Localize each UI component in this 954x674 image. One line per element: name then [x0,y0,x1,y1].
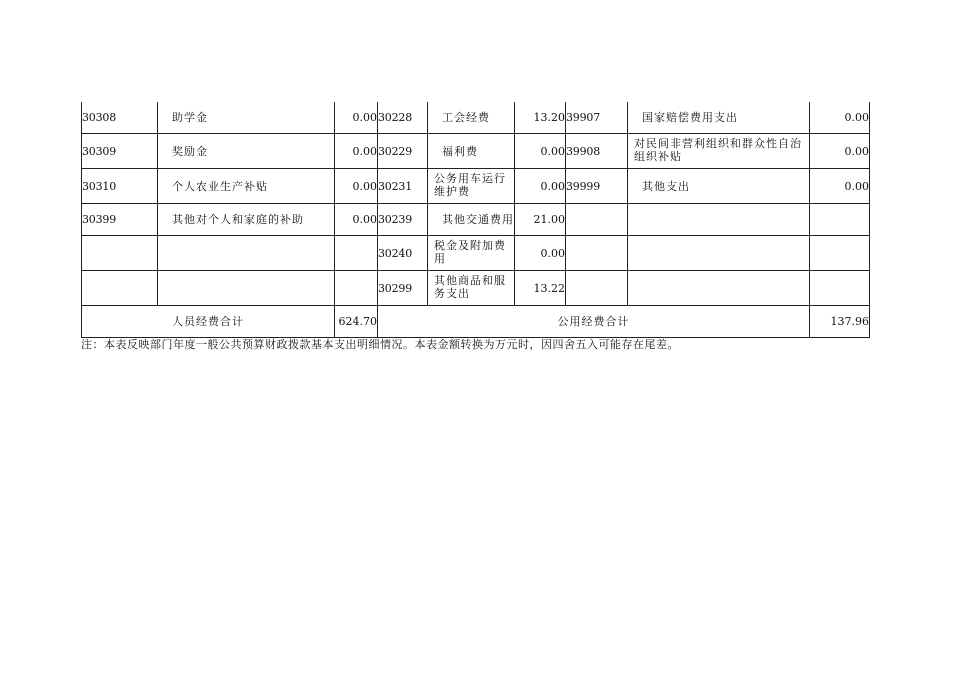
item-code: 30229 [378,134,428,169]
item-name [628,271,810,306]
item-amount: 0.00 [810,169,870,204]
item-amount: 0.00 [335,134,378,169]
item-name: 助学金 [158,102,335,134]
item-code: 30231 [378,169,428,204]
item-name: 其他交通费用 [428,204,515,236]
item-code: 30399 [82,204,158,236]
item-amount: 0.00 [335,169,378,204]
item-amount: 13.22 [515,271,566,306]
table-row [82,271,870,306]
item-code [566,204,628,236]
item-amount: 0.00 [515,134,566,169]
item-amount: 0.00 [810,134,870,169]
public-total-value: 137.96 [810,306,870,338]
item-amount: 21.00 [515,204,566,236]
item-name [158,271,335,306]
item-name: 国家赔偿费用支出 [628,102,810,134]
item-name: 个人农业生产补贴 [158,169,335,204]
table-row [82,102,870,134]
item-name [628,236,810,271]
item-name: 税金及附加费用 [428,236,515,271]
item-name [628,204,810,236]
item-code: 30299 [378,271,428,306]
item-amount [810,271,870,306]
item-code: 39908 [566,134,628,169]
totals-row [82,306,870,338]
item-name: 公务用车运行维护费 [428,169,515,204]
item-code: 30240 [378,236,428,271]
item-code: 30239 [378,204,428,236]
item-amount [810,236,870,271]
item-code [82,271,158,306]
item-name: 福利费 [428,134,515,169]
item-amount: 0.00 [515,169,566,204]
expenditure-table [81,102,869,328]
item-amount: 0.00 [335,102,378,134]
table-row [82,169,870,204]
item-amount: 13.20 [515,102,566,134]
table-row [82,236,870,271]
item-amount [335,236,378,271]
item-amount: 0.00 [810,102,870,134]
item-amount [810,204,870,236]
table-row [82,204,870,236]
table-footnote: 注：本表反映部门年度一般公共预算财政拨款基本支出明细情况。本表金额转换为万元时，因四舍五入可能存在尾差。 [81,338,679,351]
item-code: 39907 [566,102,628,134]
table-row [82,134,870,169]
item-name: 工会经费 [428,102,515,134]
item-code [566,271,628,306]
personnel-total-value: 624.70 [335,306,378,338]
item-name: 其他商品和服务支出 [428,271,515,306]
item-code: 39999 [566,169,628,204]
item-amount: 0.00 [515,236,566,271]
personnel-total-label: 人员经费合计 [82,306,335,338]
item-amount [335,271,378,306]
item-name: 其他对个人和家庭的补助 [158,204,335,236]
item-code: 30309 [82,134,158,169]
item-code: 30308 [82,102,158,134]
table-body [82,102,870,338]
item-code [566,236,628,271]
item-name [158,236,335,271]
item-name: 奖励金 [158,134,335,169]
item-amount: 0.00 [335,204,378,236]
item-name: 对民间非营利组织和群众性自治组织补贴 [628,134,810,169]
item-code [82,236,158,271]
public-total-label: 公用经费合计 [378,306,810,338]
item-code: 30228 [378,102,428,134]
item-code: 30310 [82,169,158,204]
item-name: 其他支出 [628,169,810,204]
